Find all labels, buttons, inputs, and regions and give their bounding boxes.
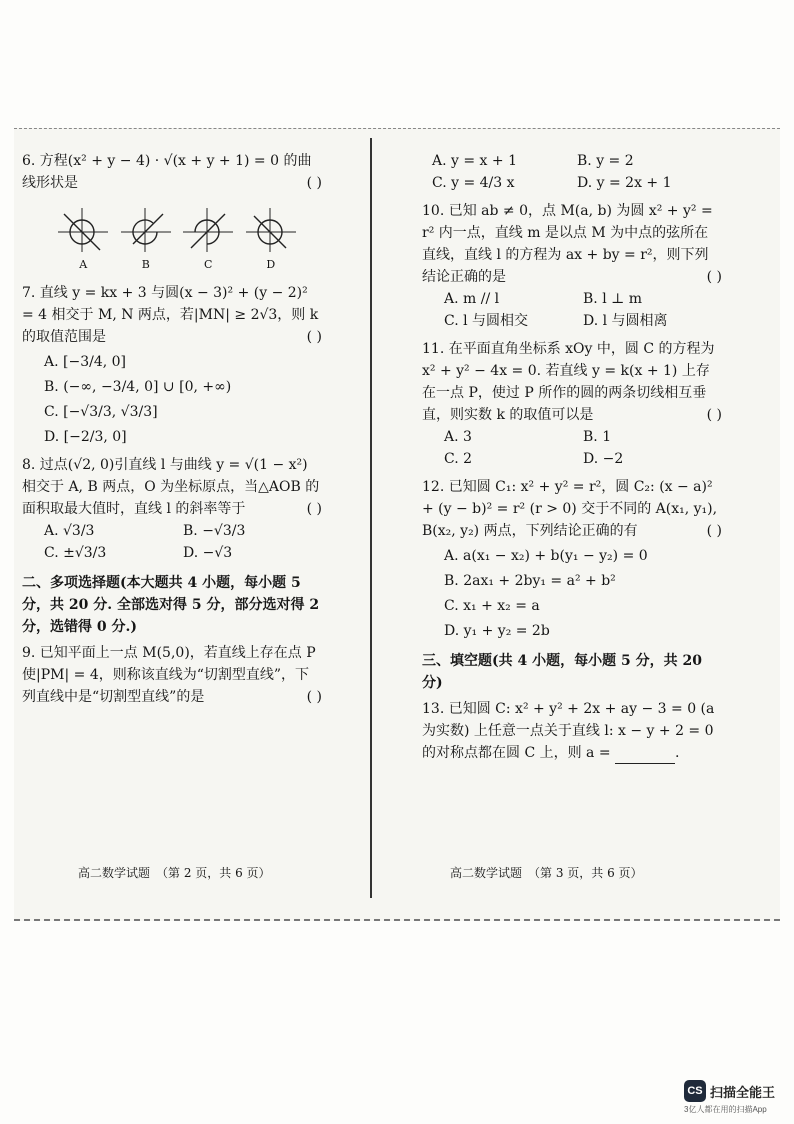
scanner-app-name: 扫描全能王: [710, 1084, 776, 1100]
section-3-heading: 三、填空题(共 4 小题，每小题 5 分，共 20 分): [422, 653, 702, 691]
graph-c-icon: [181, 206, 235, 254]
q9-options-row-1: [432, 150, 722, 172]
page-footer-right: 高二数学试题 （第 3 页，共 6 页）: [450, 866, 643, 880]
graph-a: [56, 206, 110, 276]
left-column: [22, 150, 322, 714]
graph-c-label: C: [204, 258, 213, 271]
q7-option-c: C. [−√3/3, √3/3]: [44, 404, 158, 420]
q10-option-c: C. l 与圆相交: [444, 313, 529, 329]
graph-d-icon: [244, 206, 298, 254]
question-12: [422, 476, 722, 642]
question-8-text: 8. 过点(√2, 0)引直线 l 与曲线 y = √(1 − x²) 相交于 A, B 两点，O 为坐标原点，当△AOB 的面积取最大值时，直线 l 的斜率等于: [22, 457, 320, 517]
answer-paren: ( ): [306, 175, 322, 191]
question-9-options: [422, 150, 722, 194]
graph-b-icon: [119, 206, 173, 254]
q6-graphs: [52, 206, 302, 276]
page-footer-left: 高二数学试题 （第 2 页，共 6 页）: [78, 866, 271, 880]
question-7: [22, 282, 322, 448]
q8-options-row-2: [44, 542, 322, 564]
q7-option-d: D. [−2/3, 0]: [44, 429, 127, 445]
question-10: [422, 200, 722, 332]
q9-option-d: D. y = 2x + 1: [577, 175, 672, 191]
question-13: [422, 698, 722, 764]
q8-options-row-1: [44, 520, 322, 542]
graph-b-label: B: [141, 258, 150, 271]
section-2-heading: 二、多项选择题(本大题共 4 小题，每小题 5 分，共 20 分. 全部选对得 5 分，部分选对得 2 分，选错得 0 分.): [22, 575, 320, 635]
q12-option-c: C. x₁ + x₂ = a: [444, 598, 540, 614]
answer-blank: [615, 749, 675, 764]
q9-options-row-2: [432, 172, 722, 194]
q11-option-d: D. −2: [583, 451, 624, 467]
question-11-text: 11. 在平面直角坐标系 xOy 中，圆 C 的方程为 x² + y² − 4x = 0. 若直线 y = k(x + 1) 上存在一点 P，使过 P 所作的圆的两条切线相互垂直，则实数 k 的取值可以是: [422, 341, 715, 423]
q9-option-a: A. y = x + 1: [432, 153, 517, 169]
q12-option-d: D. y₁ + y₂ = 2b: [444, 623, 550, 639]
q9-option-b: B. y = 2: [577, 153, 634, 169]
answer-paren: ( ): [706, 407, 722, 423]
graph-d: [244, 206, 298, 276]
q10-option-a: A. m // l: [444, 291, 500, 307]
right-column: [422, 150, 722, 770]
question-11: [422, 338, 722, 470]
q10-options-row-1: [444, 288, 722, 310]
question-7-text: 7. 直线 y = kx + 3 与圆(x − 3)² + (y − 2)² = 4 相交于 M, N 两点，若|MN| ≥ 2√3，则 k 的取值范围是: [22, 285, 319, 345]
cs-logo-icon: CS: [684, 1080, 706, 1102]
graph-d-label: D: [266, 258, 276, 271]
question-9-text: 9. 已知平面上一点 M(5,0)，若直线上存在点 P 使|PM| = 4，则称该直线为“切割型直线”，下列直线中是“切割型直线”的是: [22, 645, 316, 705]
question-6: [22, 150, 322, 276]
scanner-slogan: 3亿人都在用的扫描App: [684, 1105, 767, 1114]
question-8: [22, 454, 322, 564]
graph-a-label: A: [79, 258, 88, 271]
question-13-tail: .: [675, 745, 680, 761]
graph-c: [181, 206, 235, 276]
question-9: [22, 642, 322, 708]
q8-option-b: B. −√3/3: [183, 523, 246, 539]
q8-option-a: A. √3/3: [44, 523, 95, 539]
q11-option-c: C. 2: [444, 451, 473, 467]
q11-options-row-2: [444, 448, 722, 470]
answer-paren: ( ): [306, 329, 322, 345]
scanner-logo: [684, 1080, 775, 1102]
q10-option-d: D. l 与圆相离: [583, 313, 668, 329]
answer-paren: ( ): [306, 501, 322, 517]
graph-b: [119, 206, 173, 276]
answer-paren: ( ): [706, 269, 722, 285]
column-divider: [370, 138, 372, 898]
q10-options-row-2: [444, 310, 722, 332]
q9-option-c: C. y = 4/3 x: [432, 175, 515, 191]
q11-options-row-1: [444, 426, 722, 448]
q8-option-d: D. −√3: [183, 545, 233, 561]
q12-option-b: B. 2ax₁ + 2by₁ = a² + b²: [444, 573, 616, 589]
answer-paren: ( ): [306, 689, 322, 705]
question-6-text: 6. 方程(x² + y − 4) · √(x + y + 1) = 0 的曲线形状是: [22, 153, 312, 191]
q11-option-b: B. 1: [583, 429, 612, 445]
answer-paren: ( ): [706, 523, 722, 539]
question-10-text: 10. 已知 ab ≠ 0，点 M(a, b) 为圆 x² + y² = r² 内一点，直线 m 是以点 M 为中点的弦所在直线，直线 l 的方程为 ax + by = r²，则下列结论正确的是: [422, 203, 713, 285]
q11-option-a: A. 3: [444, 429, 472, 445]
graph-a-icon: [56, 206, 110, 254]
q8-option-c: C. ±√3/3: [44, 545, 107, 561]
question-12-text: 12. 已知圆 C₁: x² + y² = r²，圆 C₂: (x − a)² + (y − b)² = r² (r > 0) 交于不同的 A(x₁, y₁), B(x₂, y₂) 两点，下列结论正确的有: [422, 479, 718, 539]
q7-option-b: B. (−∞, −3/4, 0] ∪ [0, +∞): [44, 379, 232, 395]
q12-option-a: A. a(x₁ − x₂) + b(y₁ − y₂) = 0: [444, 548, 648, 564]
q7-option-a: A. [−3/4, 0]: [44, 354, 127, 370]
q10-option-b: B. l ⊥ m: [583, 291, 643, 307]
question-13-text: 13. 已知圆 C: x² + y² + 2x + ay − 3 = 0 (a 为实数) 上任意一点关于直线 l: x − y + 2 = 0 的对称点都在圆 C 上，则 a =: [422, 701, 715, 761]
